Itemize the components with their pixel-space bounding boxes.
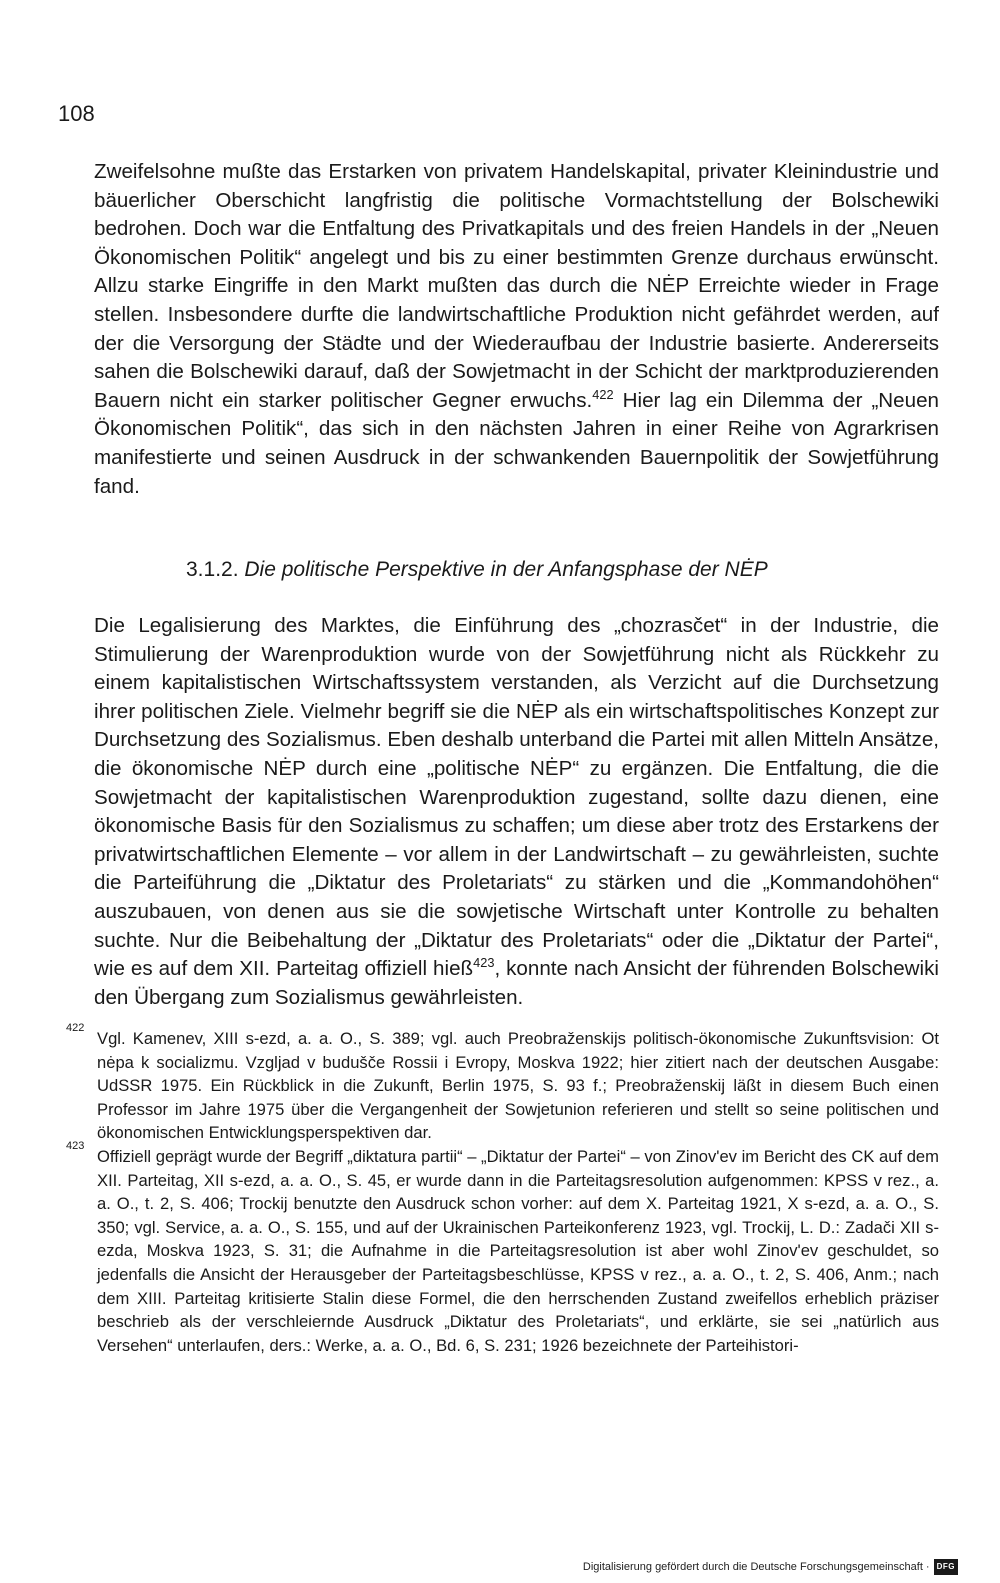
footnote-text: Offiziell geprägt wurde der Begriff „diktatura partii“ – „Diktatur der Partei“ – von Zinov'ev im Bericht des CK auf dem XII. Parteitag, XII s-ezd, a. a. O., S. 45, er wurde dann in die Parteitagsresolution aufgenommen: KPSS v rez., a. a. O., t. 2, S. 406; Trockij benutzte den Ausdruck schon vorher: auf dem X. Parteitag 1921, X s-ezd, a. a. O., S. 350; vgl. Service, a. a. O., S. 155, und auf der Ukrainischen Parteikonferenz 1923, vgl. Trockij, L. D.: Zadači XII s-ezda, Moskva 1923, S. 31; die Aufnahme in die Parteitagsresolution ist aber wohl Zinov'ev geschuldet, so jedenfalls die Ansicht der Herausgeber der Parteitagsbeschlüsse, KPSS v rez., a. a. O., t. 2, S. 406, Anm.; nach dem XIII. Parteitag kritisierte Stalin diese Formel, die den herrschenden Zustand zweifellos erheblich präziser beschrieb als der verschleiernde Ausdruck „Diktatur des Proletariats“, und erklärte, sie sei „natürlich aus Versehen“ unterlaufen, ders.: Werke, a. a. O., Bd. 6, S. 231; 1926 bezeichnete der Parteihistori-: [97, 1146, 939, 1355]
section-number: 3.1.2.: [186, 558, 239, 581]
footnote-ref-422[interactable]: 422: [592, 386, 614, 402]
paragraph-1-text-b: Hier lag ein Dilemma der „Neuen Ökonomischen Politik“, das sich in den nächsten Jahren in einer Reihe von Agrarkrisen manifestierte und seinen Ausdruck in der schwankenden Bauernpolitik der Sowjetführung fand.: [94, 388, 939, 498]
footnote-ref-423[interactable]: 423: [473, 955, 495, 971]
footnote-marker: 423: [66, 1139, 85, 1152]
digitization-credit: [583, 1559, 958, 1575]
paragraph-2-text-a: Die Legalisierung des Marktes, die Einführung des „chozrasčet“ in der Industrie, die Stimulierung der Warenproduktion wurde von der Sowjetführung nicht als Rückkehr zu einem kapitalistischen Wirtschaftssystem verstanden, als Verzicht auf die Durchsetzung ihrer politischen Ziele. Vielmehr begriff sie die NĖP als ein wirtschaftspolitisches Konzept zur Durchsetzung des Sozialismus. Eben deshalb unterband die Partei mit allen Mitteln Ansätze, die ökonomische NĖP durch eine „politische NĖP“ zu ergänzen. Die Entfaltung, die die Sowjetmacht der kapitalistischen Warenproduktion zugestand, sollte dazu dienen, eine ökonomische Basis für den Sozialismus zu schaffen; um diese aber trotz des Erstarkens der privatwirtschaftlichen Elemente – vor allem in der Landwirtschaft – zu gewährleisten, suchte die Parteiführung die „Diktatur des Proletariats“ zu stärken und die „Kommandohöhen“ auszubauen, von denen aus sie die sowjetische Wirtschaft unter Kontrolle zu behalten suchte. Nur die Beibehaltung der „Diktatur des Proletariats“ oder die „Diktatur der Partei“, wie es auf dem XII. Parteitag offiziell hieß: [94, 614, 939, 981]
paragraph-1: [94, 158, 939, 501]
footnote-marker: 422: [66, 1022, 85, 1034]
section-title: Die politische Perspektive in der Anfangsphase der NĖP: [244, 558, 768, 581]
paragraph-2-text-b: , konnte nach Ansicht der führenden Bolschewiki den Übergang zum Sozialismus gewährleisten.: [94, 957, 939, 1009]
page-number: 108: [58, 101, 95, 126]
footnote-422: [66, 1022, 939, 1145]
footnote-text: Vgl. Kamenev, XIII s-ezd, a. a. O., S. 389; vgl. auch Preobraženskijs politisch-ökonomische Zukunftsvision: Ot nėpa k socializmu. Vzgljad v budušče Rossii i Evropy, Moskva 1922; hier zitiert nach der deutschen Ausgabe: UdSSR 1975. Ein Rückblick in die Zukunft, Berlin 1975, S. 93 f.; Preobraženskij läßt in diesem Buch einen Professor im Jahre 1975 über die Vergangenheit der Sowjetunion referieren und stellt so seine politischen und ökonomischen Entwicklungsperspektiven dar.: [97, 1029, 939, 1143]
section-heading: [186, 556, 946, 584]
footnote-423: [66, 1139, 939, 1357]
paragraph-2: [94, 612, 939, 1012]
dfg-logo-icon: DFG: [934, 1559, 958, 1575]
paragraph-1-text-a: Zweifelsohne mußte das Erstarken von privatem Handelskapital, privater Kleinindustrie und bäuerlicher Oberschicht langfristig die politische Vormachtstellung der Bolschewiki bedrohen. Doch war die Entfaltung des Privatkapitals und des freien Handels in der „Neuen Ökonomischen Politik“ angelegt und bis zu einer bestimmten Grenze durchaus erwünscht. Allzu starke Eingriffe in den Markt mußten das durch die NĖP Erreichte wieder in Frage stellen. Insbesondere durfte die landwirtschaftliche Produktion nicht gefährdet werden, auf der die Versorgung der Städte und der Wiederaufbau der Industrie basierte. Andererseits sahen die Bolschewiki darauf, daß der Sowjetmacht in der Schicht der marktproduzierenden Bauern nicht ein starker politischer Gegner erwuchs.: [94, 160, 939, 412]
credit-text: Digitalisierung gefördert durch die Deutsche Forschungsgemeinschaft ·: [582, 1561, 930, 1573]
footnotes: [66, 1022, 939, 1357]
